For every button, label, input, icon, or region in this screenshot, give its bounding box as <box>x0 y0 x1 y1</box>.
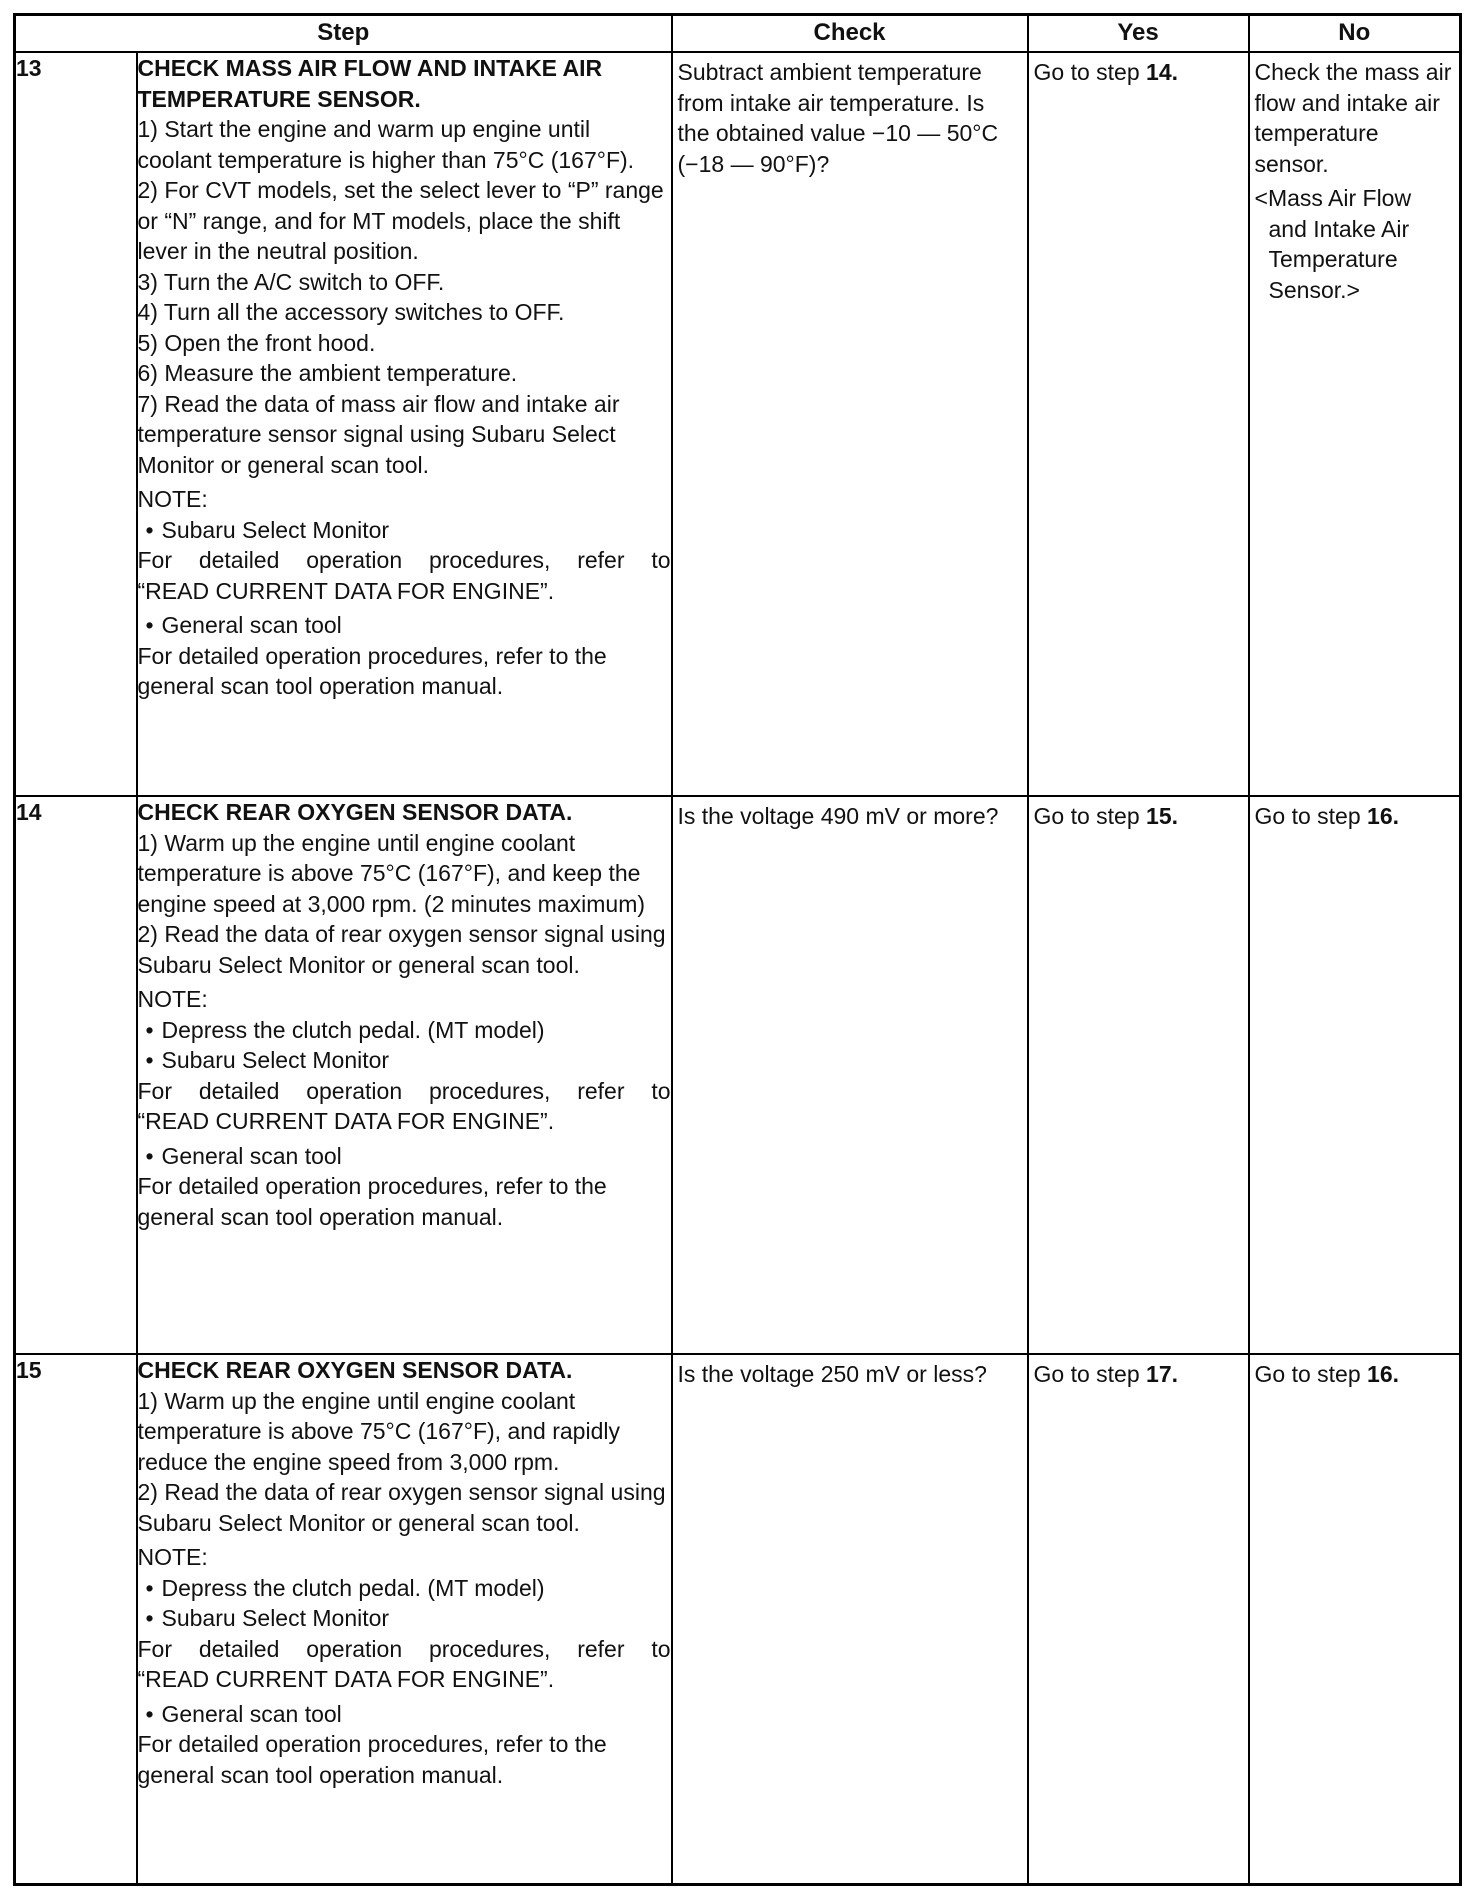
step-number: 15 <box>15 1354 137 1884</box>
note-reference-title: “READ CURRENT DATA FOR ENGINE”. <box>137 1108 555 1134</box>
step-number: 13 <box>15 52 137 796</box>
note-label: NOTE: <box>137 986 208 1012</box>
step-title: CHECK MASS AIR FLOW AND INTAKE AIR TEMPERATURE SENSOR. <box>137 55 603 112</box>
step-title: CHECK REAR OXYGEN SENSOR DATA. <box>137 799 573 825</box>
no-step-link: 16. <box>1367 803 1400 829</box>
step-instruction: 4) Turn all the accessory switches to OFF. <box>137 299 565 325</box>
check-cell: Subtract ambient temperature from intake air temperature. Is the obtained value −10 — 50°C (−18 — 90°F)? <box>672 52 1028 796</box>
step-number: 14 <box>15 796 137 1354</box>
step-description <box>137 1354 672 1884</box>
no-reference: <Mass Air Flow and Intake Air Temperature Sensor.> <box>1254 185 1412 303</box>
note-bullet: • Depress the clutch pedal. (MT model) <box>138 1573 671 1604</box>
note-reference-title: “READ CURRENT DATA FOR ENGINE”. <box>137 577 555 604</box>
note-bullet: • General scan tool <box>138 1699 671 1730</box>
yes-prefix: Go to step <box>1033 59 1147 85</box>
yes-step-link: 17. <box>1146 1361 1179 1387</box>
note-bullet: • Subaru Select Monitor <box>138 1603 671 1634</box>
note-reference: For detailed operation procedures, refer to the general scan tool operation manual. <box>137 1173 607 1230</box>
header-yes: Yes <box>1028 15 1249 53</box>
step-description <box>137 52 672 796</box>
header-step: Step <box>15 15 672 53</box>
header-check: Check <box>672 15 1028 53</box>
check-cell: Is the voltage 250 mV or less? <box>672 1354 1028 1884</box>
note-reference-title: “READ CURRENT DATA FOR ENGINE”. <box>137 1666 555 1692</box>
check-cell: Is the voltage 490 mV or more? <box>672 796 1028 1354</box>
step-instruction: 5) Open the front hood. <box>137 329 376 356</box>
note-reference: For detailed operation procedures, refer to the general scan tool operation manual. <box>137 1731 607 1788</box>
note-reference: For detailed operation procedures, refer to the general scan tool operation manual. <box>137 642 607 699</box>
note-reference: For detailed operation procedures, refer to <box>137 1635 671 1662</box>
note-label: NOTE: <box>137 1544 208 1570</box>
step-instruction: 1) Warm up the engine until engine coolant temperature is above 75°C (167°F), and keep the engine speed at 3,000 rpm. (2 minutes maximum) <box>137 829 646 917</box>
step-instruction: 6) Measure the ambient temperature. <box>137 360 518 386</box>
step-instruction: 2) For CVT models, set the select lever to “P” range or “N” range, and for MT models, place the shift lever in the neutral position. <box>137 177 664 264</box>
no-prefix: Go to step <box>1254 803 1368 829</box>
no-cell <box>1249 52 1461 796</box>
table-row-13 <box>15 52 1461 796</box>
step-instruction: 2) Read the data of rear oxygen sensor signal using Subaru Select Monitor or general scan tool. <box>137 1479 666 1536</box>
note-bullet: • General scan tool <box>138 610 671 641</box>
table-row-14 <box>15 796 1461 1354</box>
yes-cell <box>1028 1354 1249 1884</box>
yes-cell <box>1028 52 1249 796</box>
note-label: NOTE: <box>137 486 208 512</box>
no-step-link: 16. <box>1367 1361 1400 1387</box>
note-reference: For detailed operation procedures, refer to <box>137 547 671 573</box>
table-row-15 <box>15 1354 1461 1884</box>
step-instruction: 3) Turn the A/C switch to OFF. <box>137 268 445 295</box>
step-instruction: 7) Read the data of mass air flow and intake air temperature sensor signal using Subaru Select Monitor or general scan tool. <box>137 390 620 478</box>
yes-prefix: Go to step <box>1033 803 1147 829</box>
no-cell <box>1249 1354 1461 1884</box>
yes-step-link: 14. <box>1146 59 1179 85</box>
note-bullet: • General scan tool <box>138 1141 671 1172</box>
yes-prefix: Go to step <box>1033 1361 1147 1387</box>
yes-step-link: 15. <box>1146 803 1179 829</box>
diagnostic-table <box>13 13 1462 1886</box>
header-row <box>15 15 1461 53</box>
no-instruction: Check the mass air flow and intake air temperature sensor. <box>1254 59 1452 177</box>
no-prefix: Go to step <box>1254 1361 1368 1387</box>
step-title: CHECK REAR OXYGEN SENSOR DATA. <box>137 1357 573 1383</box>
step-description <box>137 796 672 1354</box>
step-instruction: 2) Read the data of rear oxygen sensor signal using Subaru Select Monitor or general scan tool. <box>137 921 666 978</box>
step-instruction: 1) Start the engine and warm up engine until coolant temperature is higher than 75°C (167°F). <box>137 116 635 173</box>
step-instruction: 1) Warm up the engine until engine coolant temperature is above 75°C (167°F), and rapidly reduce the engine speed from 3,000 rpm. <box>137 1387 620 1475</box>
note-bullet: • Depress the clutch pedal. (MT model) <box>138 1015 671 1046</box>
yes-cell <box>1028 796 1249 1354</box>
note-reference: For detailed operation procedures, refer to <box>137 1077 671 1104</box>
no-cell <box>1249 796 1461 1354</box>
note-bullet: • Subaru Select Monitor <box>138 515 671 546</box>
note-bullet: • Subaru Select Monitor <box>138 1045 671 1076</box>
header-no: No <box>1249 15 1461 53</box>
